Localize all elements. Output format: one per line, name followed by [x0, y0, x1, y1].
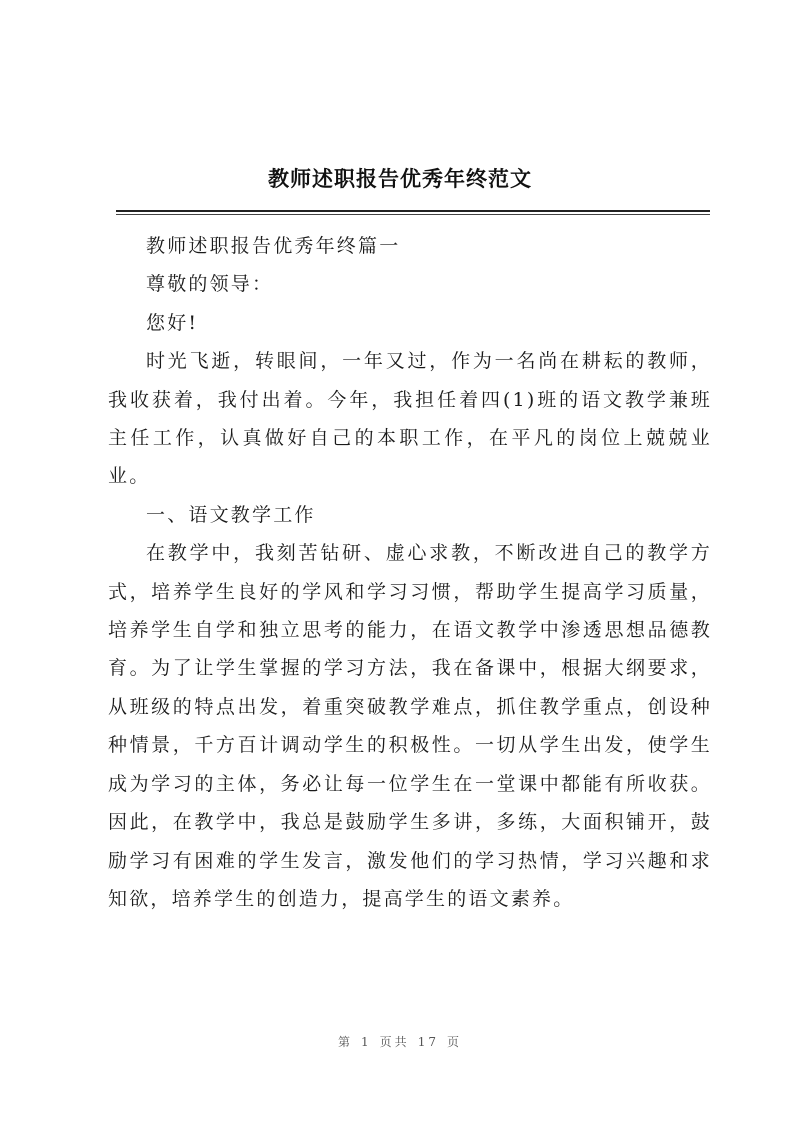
current-page-number: 1 [361, 1035, 372, 1049]
page-middle: 页共 [379, 1035, 410, 1049]
greeting: 您好! [146, 311, 199, 334]
salutation: 尊敬的领导： [146, 273, 274, 296]
section-heading: 教师述职报告优秀年终篇一 [146, 235, 401, 257]
document-title: 教师述职报告优秀年终范文 [268, 166, 532, 191]
page-suffix: 页 [446, 1035, 462, 1049]
total-pages-number: 17 [417, 1035, 439, 1049]
intro-paragraph: 时光飞逝，转眼间，一年又过，作为一名尚在耕耘的教师，我收获着，我付出着。今年，我担任着四(1)班的语文教学兼班主任工作，认真做好自己的本职工作，在平凡的岗位上兢兢业业。 [108, 350, 712, 488]
page-footer [0, 1033, 800, 1050]
subsection-heading: 一、语文教学工作 [146, 503, 316, 526]
teaching-paragraph: 在教学中，我刻苦钻研、虚心求教，不断改进自己的教学方式，培养学生良好的学风和学习习惯，帮助学生提高学习质量，培养学生自学和独立思考的能力，在语文教学中渗透思想品德教育。为了让学生掌握的学习方法，我在备课中，根据大纲要求，从班级的特点出发，着重突破教学难点，抓住教学重点，创设种种情景，千方百计调动学生的积极性。一切从学生出发，使学生成为学习的主体，务必让每一位学生在一堂课中都能有所收获。因此，在教学中，我总是鼓励学生多讲，多练，大面积铺开，鼓励学习有困难的学生发言，激发他们的学习热情，学习兴趣和求知欲，培养学生的创造力，提高学生的语文素养。 [108, 542, 712, 910]
document-body [108, 227, 712, 918]
page-prefix: 第 [338, 1035, 354, 1049]
title-divider [116, 210, 710, 212]
